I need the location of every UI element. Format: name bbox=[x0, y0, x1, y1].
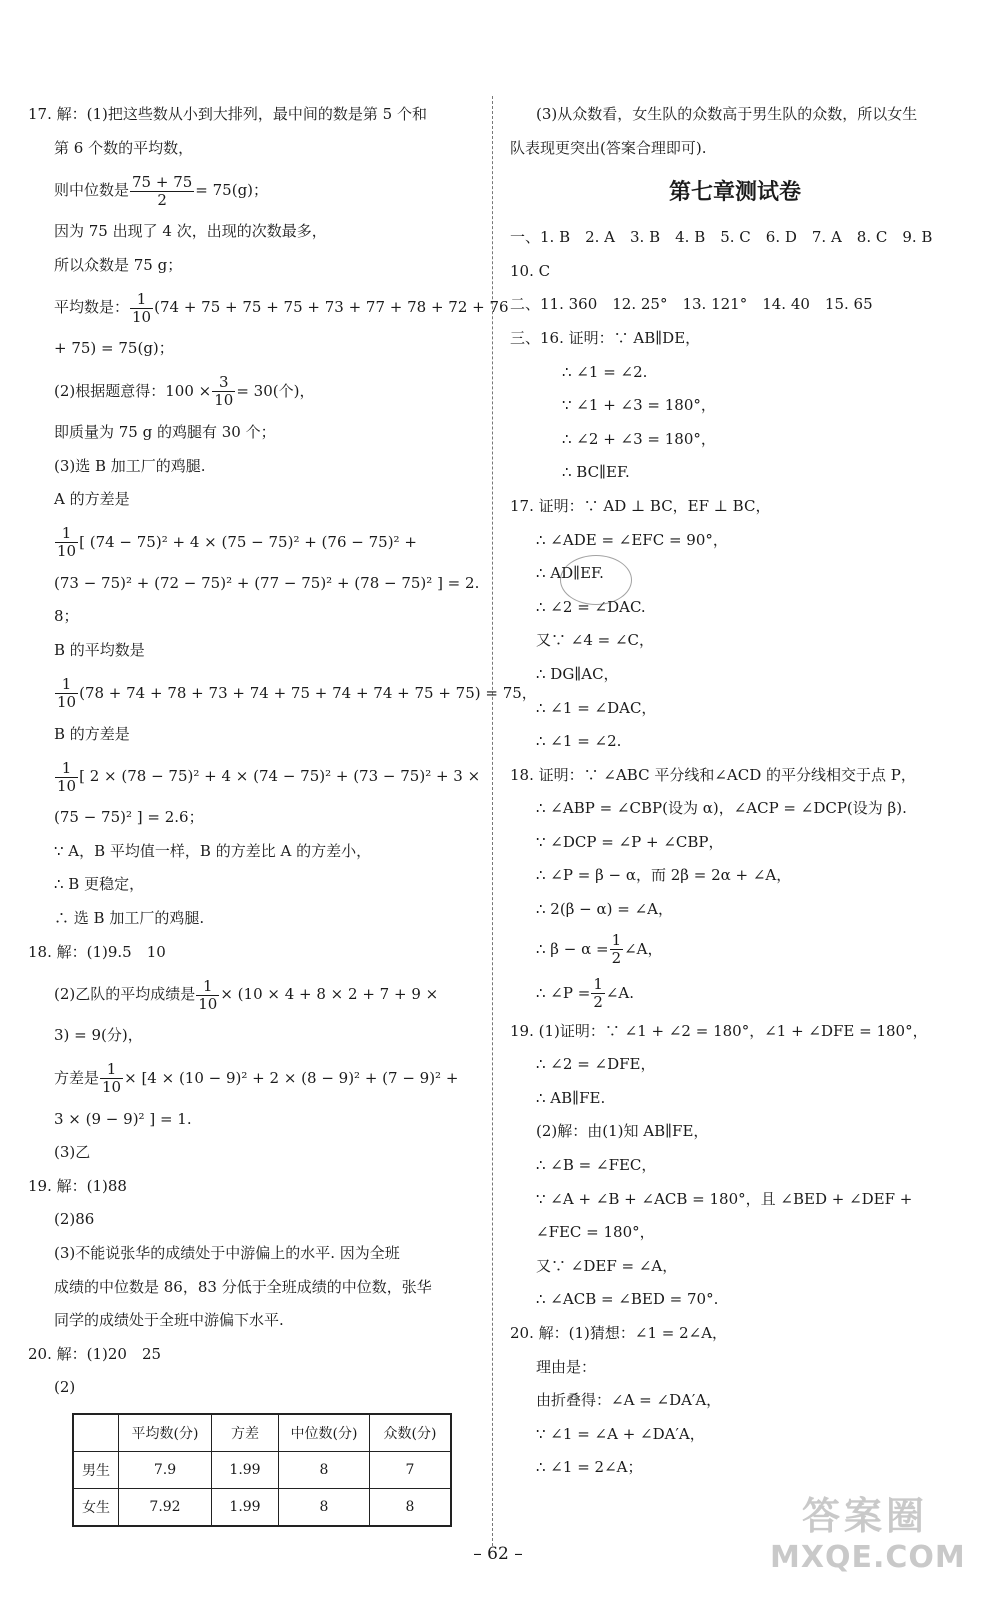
equation-text: ∠A. bbox=[605, 983, 635, 1002]
table-cell: 1.99 bbox=[212, 1489, 279, 1527]
equation-line bbox=[510, 971, 960, 1015]
text-line: (3)不能说张华的成绩处于中游偏上的水平. 因为全班 bbox=[54, 1244, 400, 1263]
table-header-row bbox=[73, 1414, 451, 1452]
fraction-denominator: 2 bbox=[157, 190, 167, 209]
fraction-numerator: 75 + 75 bbox=[132, 172, 193, 191]
equation-line bbox=[510, 927, 960, 971]
equation-text: 平均数是： bbox=[54, 298, 130, 317]
table-cell: 女生 bbox=[73, 1489, 119, 1527]
text-line: ∴ ∠ACB = ∠BED = 70°. bbox=[536, 1290, 719, 1309]
table-cell: 7 bbox=[370, 1452, 452, 1489]
table-row bbox=[73, 1452, 451, 1489]
equation-line bbox=[28, 282, 509, 332]
text-line: ∠FEC = 180°， bbox=[536, 1223, 655, 1242]
equation-text: ∴ β − α = bbox=[536, 939, 609, 958]
table-header-cell: 中位数(分) bbox=[279, 1414, 370, 1452]
text-line: 18. 证明：∵ ∠ABC 平分线和∠ACD 的平分线相交于点 P， bbox=[510, 765, 916, 784]
fraction bbox=[591, 976, 605, 1011]
equation-text: = 30(个)， bbox=[236, 381, 315, 400]
text-line: (3)选 B 加工厂的鸡腿. bbox=[54, 456, 206, 475]
text-line: ∴ ∠P = β − α，而 2β = 2α + ∠A， bbox=[536, 866, 792, 885]
text-line: (3)乙 bbox=[54, 1143, 91, 1162]
table-header-cell bbox=[73, 1414, 119, 1452]
text-line: ∵ ∠1 = ∠A + ∠DA′A， bbox=[536, 1424, 705, 1443]
fraction bbox=[196, 978, 219, 1013]
watermark bbox=[770, 1492, 966, 1592]
fraction-numerator: 1 bbox=[55, 676, 78, 694]
text-line: ∵ ∠1 + ∠3 = 180°， bbox=[562, 396, 716, 415]
equation-line bbox=[28, 668, 537, 718]
equation-line bbox=[28, 366, 478, 416]
fraction-numerator: 3 bbox=[212, 374, 235, 392]
text-line: 所以众数是 75 g； bbox=[54, 255, 183, 274]
fraction-denominator: 2 bbox=[593, 993, 603, 1012]
text-line: 因为 75 出现了 4 次，出现的次数最多， bbox=[54, 222, 327, 241]
fraction bbox=[212, 374, 235, 409]
text-line: 20. 解：(1)20 25 bbox=[28, 1344, 162, 1363]
text-line: B 的方差是 bbox=[54, 724, 130, 743]
text-line: ∵ ∠A + ∠B + ∠ACB = 180°，且 ∠BED + ∠DEF + bbox=[536, 1189, 913, 1208]
fraction bbox=[55, 525, 78, 560]
text-line: 队表现更突出(答案合理即可). bbox=[510, 138, 707, 157]
text-line: 由折叠得：∠A = ∠DA′A， bbox=[536, 1391, 722, 1410]
equation-text: (74 + 75 + 75 + 75 + 73 + 77 + 78 + 72 + 76 bbox=[154, 298, 509, 317]
table-row bbox=[73, 1489, 451, 1527]
table-cell: 8 bbox=[279, 1452, 370, 1489]
text-line: ∴ ∠B = ∠FEC， bbox=[536, 1156, 657, 1175]
text-line: (75 − 75)² ] = 2.6； bbox=[54, 808, 204, 827]
table-cell: 7.92 bbox=[119, 1489, 212, 1527]
fraction-numerator: 1 bbox=[611, 931, 622, 950]
chapter-title: 第七章测试卷 bbox=[668, 180, 801, 206]
equation-text: ∴ ∠P = bbox=[536, 983, 591, 1002]
stamp-mark bbox=[560, 555, 632, 605]
fraction-numerator: 1 bbox=[55, 525, 78, 543]
equation-text: (2)根据题意得：100 × bbox=[54, 381, 212, 400]
text-line: 即质量为 75 g 的鸡腿有 30 个； bbox=[54, 422, 276, 441]
fraction-numerator: 1 bbox=[196, 978, 219, 996]
table-cell: 8 bbox=[370, 1489, 452, 1527]
text-line: 又∵ ∠DEF = ∠A， bbox=[536, 1256, 678, 1275]
text-line: 10. C bbox=[510, 261, 551, 280]
text-line: ∴ ∠ABP = ∠CBP(设为 α)，∠ACP = ∠DCP(设为 β). bbox=[536, 799, 907, 818]
text-line: ∴ ∠ADE = ∠EFC = 90°， bbox=[536, 530, 728, 549]
text-line: ∵ A，B 平均值一样，B 的方差比 A 的方差小， bbox=[54, 841, 372, 860]
fraction-denominator: 10 bbox=[57, 542, 77, 561]
text-line: 18. 解：(1)9.5 10 bbox=[28, 942, 166, 961]
fraction-denominator: 2 bbox=[611, 949, 622, 968]
text-line: B 的平均数是 bbox=[54, 640, 145, 659]
text-line: 同学的成绩处于全班中游偏下水平. bbox=[54, 1311, 284, 1330]
equation-text: [ (74 − 75)² + 4 × (75 − 75)² + (76 − 75)² + bbox=[79, 532, 417, 551]
text-line: 三、16. 证明：∵ AB∥DE， bbox=[510, 328, 701, 347]
equation-line bbox=[28, 1053, 478, 1103]
text-line: 17. 证明：∵ AD ⊥ BC，EF ⊥ BC， bbox=[510, 496, 771, 515]
text-line: 19. (1)证明：∵ ∠1 + ∠2 = 180°，∠1 + ∠DFE = 180°， bbox=[510, 1021, 928, 1040]
text-line: ∴ 2(β − α) = ∠A， bbox=[536, 900, 673, 919]
fraction-numerator: 1 bbox=[593, 975, 603, 994]
text-line: (73 − 75)² + (72 − 75)² + (77 − 75)² + (78 − 75)² ] = 2. bbox=[54, 573, 480, 592]
table-header-cell: 平均数(分) bbox=[119, 1414, 212, 1452]
text-line: ∴ ∠1 = 2∠A； bbox=[536, 1458, 643, 1477]
text-line: ∴ DG∥AC， bbox=[536, 664, 619, 683]
text-line: 3 × (9 − 9)² ] = 1. bbox=[54, 1109, 192, 1128]
text-line: 第 6 个数的平均数， bbox=[54, 138, 194, 157]
text-line: ∵ ∠DCP = ∠P + ∠CBP， bbox=[536, 832, 724, 851]
fraction-denominator: 10 bbox=[102, 1078, 122, 1097]
equation-text: × [4 × (10 − 9)² + 2 × (8 − 9)² + (7 − 9)² + bbox=[124, 1068, 459, 1087]
text-line: 理由是： bbox=[536, 1357, 597, 1376]
text-line: ∴ AD∥EF. bbox=[536, 564, 604, 583]
text-line: ∴ ∠2 = ∠DAC. bbox=[536, 597, 646, 616]
stats-table bbox=[72, 1413, 452, 1527]
equation-text: [ 2 × (78 − 75)² + 4 × (74 − 75)² + (73 − 75)² + 3 × bbox=[79, 767, 481, 786]
text-line: 成绩的中位数是 86，83 分低于全班成绩的中位数，张华 bbox=[54, 1277, 432, 1296]
fraction bbox=[55, 676, 78, 711]
text-line: ∴ ∠2 + ∠3 = 180°， bbox=[562, 429, 716, 448]
fraction-denominator: 10 bbox=[198, 994, 218, 1013]
fraction bbox=[100, 1061, 123, 1096]
fraction bbox=[130, 174, 194, 209]
fraction bbox=[130, 291, 153, 326]
text-line: + 75) = 75(g)； bbox=[54, 339, 174, 358]
table-cell: 7.9 bbox=[119, 1452, 212, 1489]
table-cell: 1.99 bbox=[212, 1452, 279, 1489]
text-line: (2)解：由(1)知 AB∥FE， bbox=[536, 1122, 709, 1141]
fraction-denominator: 10 bbox=[57, 693, 77, 712]
equation-line bbox=[28, 751, 481, 801]
text-line: 3) = 9(分)， bbox=[54, 1026, 143, 1045]
text-line: 一、1. B 2. A 3. B 4. B 5. C 6. D 7. A 8. C 9. B bbox=[510, 228, 933, 247]
text-line: ∴ 选 B 加工厂的鸡腿. bbox=[54, 908, 205, 927]
text-line: (3)从众数看，女生队的众数高于男生队的众数，所以女生 bbox=[536, 105, 918, 123]
page-number: – 62 – bbox=[473, 1544, 523, 1564]
fraction-denominator: 10 bbox=[57, 776, 77, 795]
equation-text: ∠A， bbox=[624, 939, 663, 958]
equation-line bbox=[28, 517, 478, 567]
equation-text: (78 + 74 + 78 + 73 + 74 + 75 + 74 + 74 + 75 + 75) = 75， bbox=[79, 683, 537, 702]
table-cell: 8 bbox=[279, 1489, 370, 1527]
text-line: 8； bbox=[54, 607, 79, 626]
table-header-cell: 方差 bbox=[212, 1414, 279, 1452]
fraction-numerator: 1 bbox=[55, 760, 78, 778]
text-line: ∴ ∠1 = ∠2. bbox=[562, 362, 648, 381]
text-line: 又∵ ∠4 = ∠C， bbox=[536, 631, 655, 650]
equation-line bbox=[28, 969, 478, 1019]
text-line: 17. 解：(1)把这些数从小到大排列，最中间的数是第 5 个和 bbox=[28, 105, 427, 123]
text-line: ∴ BC∥EF. bbox=[562, 463, 630, 482]
fraction-numerator: 1 bbox=[130, 291, 153, 309]
text-line: A 的方差是 bbox=[54, 490, 130, 509]
fraction-denominator: 10 bbox=[214, 391, 234, 410]
text-line: ∴ ∠1 = ∠2. bbox=[536, 732, 622, 751]
text-line: ∴ ∠2 = ∠DFE， bbox=[536, 1055, 656, 1074]
text-line: (2)86 bbox=[54, 1210, 95, 1229]
equation-text: (2)乙队的平均成绩是 bbox=[54, 985, 196, 1004]
text-line: 20. 解：(1)猜想：∠1 = 2∠A， bbox=[510, 1324, 728, 1342]
equation-line bbox=[28, 165, 478, 215]
equation-text: × (10 × 4 + 8 × 2 + 7 + 9 × bbox=[220, 985, 439, 1004]
text-line: (2) bbox=[54, 1378, 76, 1397]
text-line: 二、11. 360 12. 25° 13. 121° 14. 40 15. 65 bbox=[510, 295, 873, 314]
equation-text: = 75(g)； bbox=[195, 181, 269, 200]
right-column bbox=[510, 98, 960, 1485]
table-header-cell: 众数(分) bbox=[370, 1414, 452, 1452]
fraction bbox=[610, 932, 624, 967]
table-cell: 男生 bbox=[73, 1452, 119, 1489]
equation-text: 方差是 bbox=[54, 1068, 100, 1087]
text-line: ∴ AB∥FE. bbox=[536, 1088, 606, 1107]
text-line: ∴ B 更稳定， bbox=[54, 875, 145, 894]
equation-text: 则中位数是 bbox=[54, 181, 130, 200]
text-line: ∴ ∠1 = ∠DAC， bbox=[536, 698, 657, 717]
fraction-denominator: 10 bbox=[132, 307, 152, 326]
watermark-bottom: MXQE.COM bbox=[770, 1540, 966, 1575]
watermark-top: 答案圈 bbox=[801, 1494, 928, 1538]
text-line: 19. 解：(1)88 bbox=[28, 1176, 127, 1195]
fraction-numerator: 1 bbox=[100, 1061, 123, 1079]
fraction bbox=[55, 760, 78, 795]
